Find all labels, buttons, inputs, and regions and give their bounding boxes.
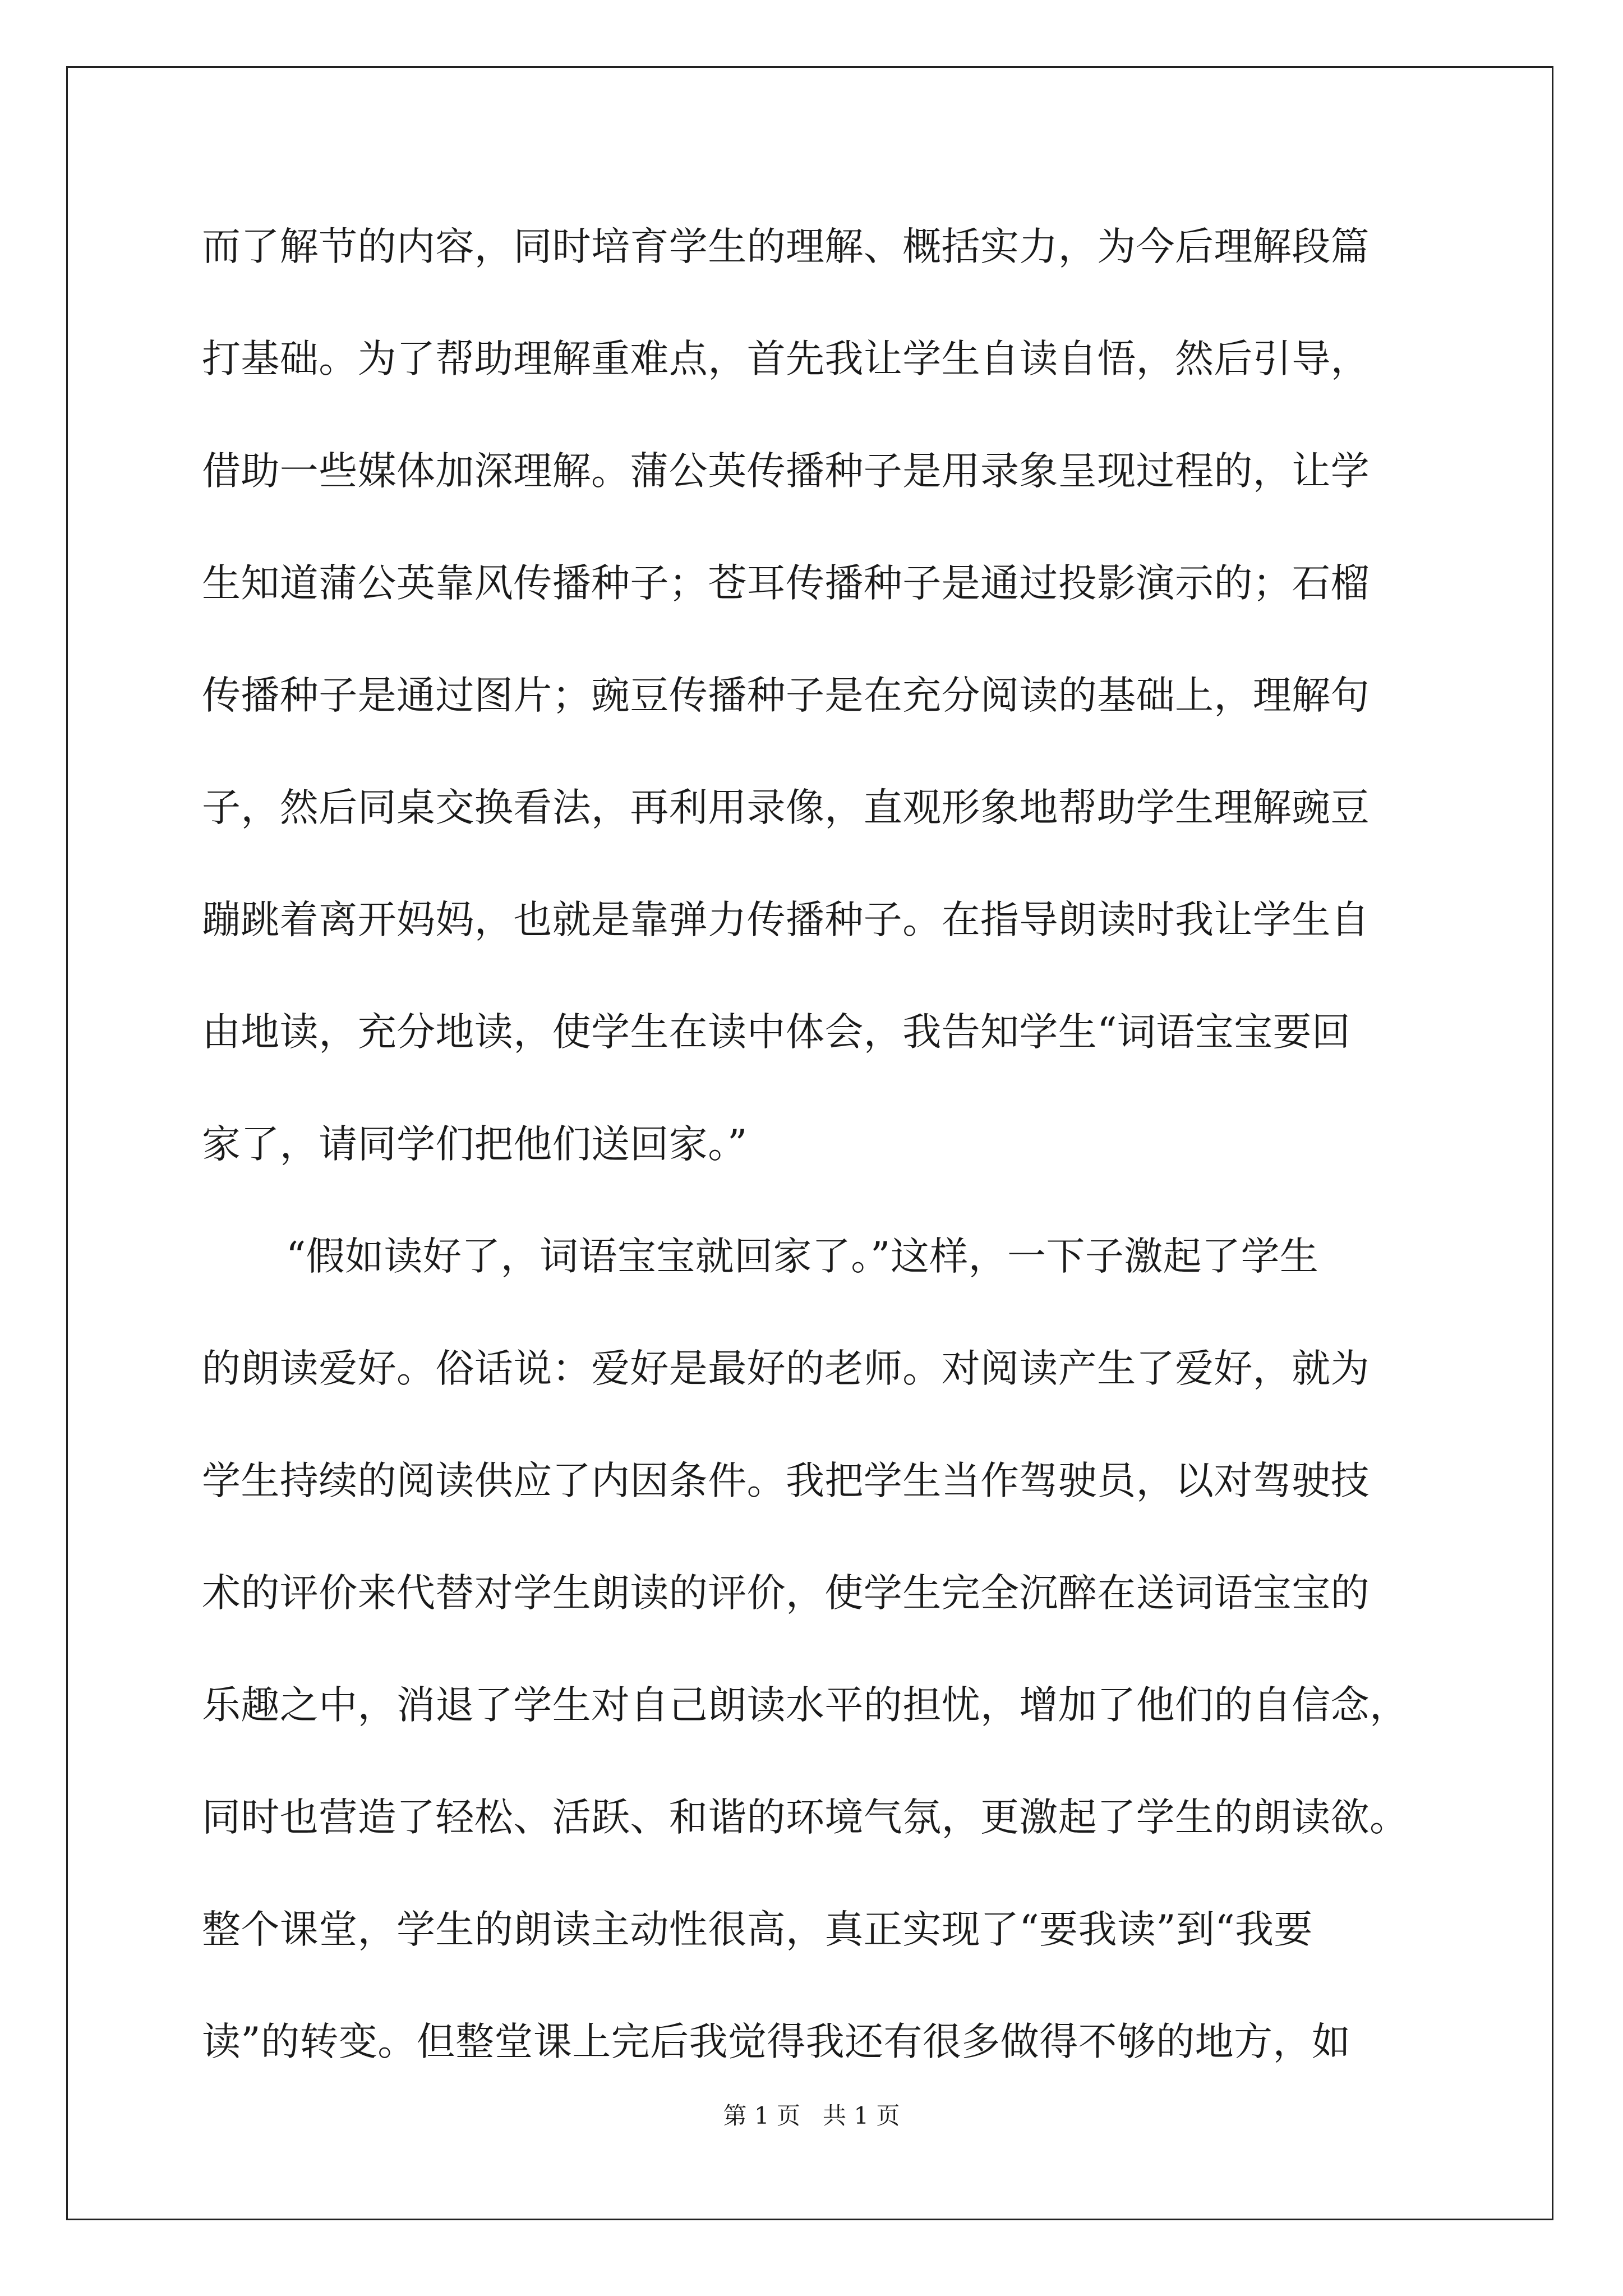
text-line: 同时也营造了轻松、活跃、和谐的环境气氛，更激起了学生的朗读欲。 — [202, 1795, 1409, 1840]
text-line: 打基础。为了帮助理解重难点，首先我让学生自读自悟，然后引导， — [202, 337, 1370, 381]
text-line: 由地读，充分地读，使学生在读中体会，我告知学生“词语宝宝要回 — [202, 1010, 1351, 1055]
page-footer: 第 1 页 共 1 页 — [723, 2102, 900, 2129]
text-line: 术的评价来代替对学生朗读的评价，使学生完全沉醉在送词语宝宝的 — [202, 1571, 1370, 1616]
text-line: 的朗读爱好。俗话说：爱好是最好的老师。对阅读产生了爱好，就为 — [202, 1346, 1370, 1391]
text-line: 传播种子是通过图片；豌豆传播种子是在充分阅读的基础上，理解句 — [202, 673, 1370, 718]
text-line: 读”的转变。但整堂课上完后我觉得我还有很多做得不够的地方，如 — [202, 2019, 1351, 2064]
text-line: 借助一些媒体加深理解。蒲公英传播种子是用录象呈现过程的，让学 — [202, 449, 1370, 494]
text-line: 蹦跳着离开妈妈，也就是靠弹力传播种子。在指导朗读时我让学生自 — [202, 898, 1370, 942]
paragraph-first-line: “假如读好了，词语宝宝就回家了。”这样，一下子激起了学生 — [286, 1234, 1319, 1279]
text-line: 生知道蒲公英靠风传播种子；苍耳传播种子是通过投影演示的；石榴 — [202, 561, 1370, 606]
text-line: 而了解节的内容，同时培育学生的理解、概括实力，为今后理解段篇 — [202, 224, 1370, 269]
text-line: 家了，请同学们把他们送回家。” — [202, 1122, 748, 1167]
text-line: 乐趣之中，消退了学生对自己朗读水平的担忧，增加了他们的自信念， — [202, 1683, 1409, 1728]
text-line: 学生持续的阅读供应了内因条件。我把学生当作驾驶员，以对驾驶技 — [202, 1458, 1370, 1503]
text-line: 整个课堂，学生的朗读主动性很高，真正实现了“要我读”到“我要 — [202, 1907, 1313, 1952]
text-line: 子，然后同桌交换看法，再利用录像，直观形象地帮助学生理解豌豆 — [202, 785, 1370, 830]
